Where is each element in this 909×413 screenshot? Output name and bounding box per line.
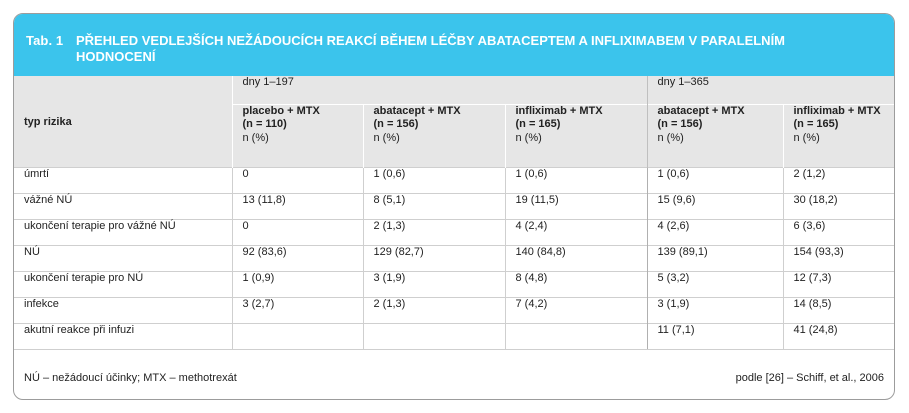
table-cell: 92 (83,6): [232, 246, 363, 272]
table-cell: 140 (84,8): [505, 246, 647, 272]
row-label: úmrtí: [14, 168, 232, 194]
table-cell: 4 (2,4): [505, 220, 647, 246]
table-cell: 2 (1,2): [783, 168, 894, 194]
table-cell: 129 (82,7): [363, 246, 505, 272]
table-cell: 12 (7,3): [783, 272, 894, 298]
table-row: [14, 324, 894, 350]
table-cell: 19 (11,5): [505, 194, 647, 220]
table-cell: [232, 324, 363, 350]
table-cell: 13 (11,8): [232, 194, 363, 220]
table-cell: 1 (0,6): [505, 168, 647, 194]
column-header-abatacept-365: [647, 105, 783, 168]
column-header-infliximab-365: [783, 105, 894, 168]
table-cell: 8 (5,1): [363, 194, 505, 220]
column-header-line3: n (%): [242, 132, 269, 144]
risk-type-header: typ rizika: [14, 76, 232, 168]
table-cell: 14 (8,5): [783, 298, 894, 324]
table-header: [14, 14, 894, 76]
column-header-line2: (n = 156): [657, 118, 703, 130]
table-row: [14, 194, 894, 220]
column-header-line2: (n = 156): [373, 118, 419, 130]
table-footer: [14, 368, 894, 392]
row-label: NÚ: [14, 246, 232, 272]
table-cell: 8 (4,8): [505, 272, 647, 298]
table-row: [14, 246, 894, 272]
table-cell: 6 (3,6): [783, 220, 894, 246]
table-cell: 4 (2,6): [647, 220, 783, 246]
column-header-placebo: [232, 105, 363, 168]
table-cell: 1 (0,9): [232, 272, 363, 298]
column-header-line2: (n = 165): [793, 118, 839, 130]
table-cell: [363, 324, 505, 350]
column-header-line3: n (%): [793, 132, 820, 144]
table-cell: 15 (9,6): [647, 194, 783, 220]
abbreviations-note: NÚ – nežádoucí účinky; MTX – methotrexát: [24, 372, 237, 384]
row-label: vážné NÚ: [14, 194, 232, 220]
table-row: [14, 298, 894, 324]
group-header-row: [14, 76, 894, 105]
table-cell: 7 (4,2): [505, 298, 647, 324]
table-cell: 154 (93,3): [783, 246, 894, 272]
table-cell: 3 (1,9): [363, 272, 505, 298]
column-header-line1: infliximab + MTX: [515, 105, 603, 117]
table-row: [14, 168, 894, 194]
table-cell: 139 (89,1): [647, 246, 783, 272]
table-cell: 3 (2,7): [232, 298, 363, 324]
table-row: [14, 272, 894, 298]
row-label: ukončení terapie pro vážné NÚ: [14, 220, 232, 246]
column-header-line2: (n = 110): [242, 118, 287, 130]
table-cell: 5 (3,2): [647, 272, 783, 298]
column-header-line1: abatacept + MTX: [373, 105, 461, 117]
table-row: [14, 220, 894, 246]
group-header-days-365: dny 1–365: [647, 76, 894, 105]
table-number: Tab. 1: [26, 33, 64, 48]
table-cell: 2 (1,3): [363, 220, 505, 246]
table-cell: 30 (18,2): [783, 194, 894, 220]
table-cell: [505, 324, 647, 350]
column-header-infliximab-197: [505, 105, 647, 168]
table-cell: 0: [232, 220, 363, 246]
row-label: ukončení terapie pro NÚ: [14, 272, 232, 298]
column-header-line1: abatacept + MTX: [657, 105, 745, 117]
row-label: akutní reakce při infuzi: [14, 324, 232, 350]
table-cell: 2 (1,3): [363, 298, 505, 324]
column-header-line1: infliximab + MTX: [793, 105, 881, 117]
column-header-line2: (n = 165): [515, 118, 561, 130]
column-header-line1: placebo + MTX: [242, 105, 320, 117]
group-header-days-197: dny 1–197: [232, 76, 647, 105]
table-frame: [13, 13, 895, 400]
column-header-abatacept-197: [363, 105, 505, 168]
table-cell: 41 (24,8): [783, 324, 894, 350]
column-header-line3: n (%): [657, 132, 684, 144]
column-header-line3: n (%): [373, 132, 400, 144]
row-label: infekce: [14, 298, 232, 324]
table-cell: 1 (0,6): [647, 168, 783, 194]
table-cell: 1 (0,6): [363, 168, 505, 194]
table-title: PŘEHLED VEDLEJŠÍCH NEŽÁDOUCÍCH REAKCÍ BĚHEM LÉČBY ABATACEPTEM A INFLIXIMABEM V PARALELNÍM HODNOCENÍ: [76, 33, 786, 64]
column-header-line3: n (%): [515, 132, 542, 144]
table-cell: 0: [232, 168, 363, 194]
table-cell: 11 (7,1): [647, 324, 783, 350]
adverse-reactions-table: [14, 76, 894, 350]
source-citation: podle [26] – Schiff, et al., 2006: [735, 372, 884, 384]
table-cell: 3 (1,9): [647, 298, 783, 324]
